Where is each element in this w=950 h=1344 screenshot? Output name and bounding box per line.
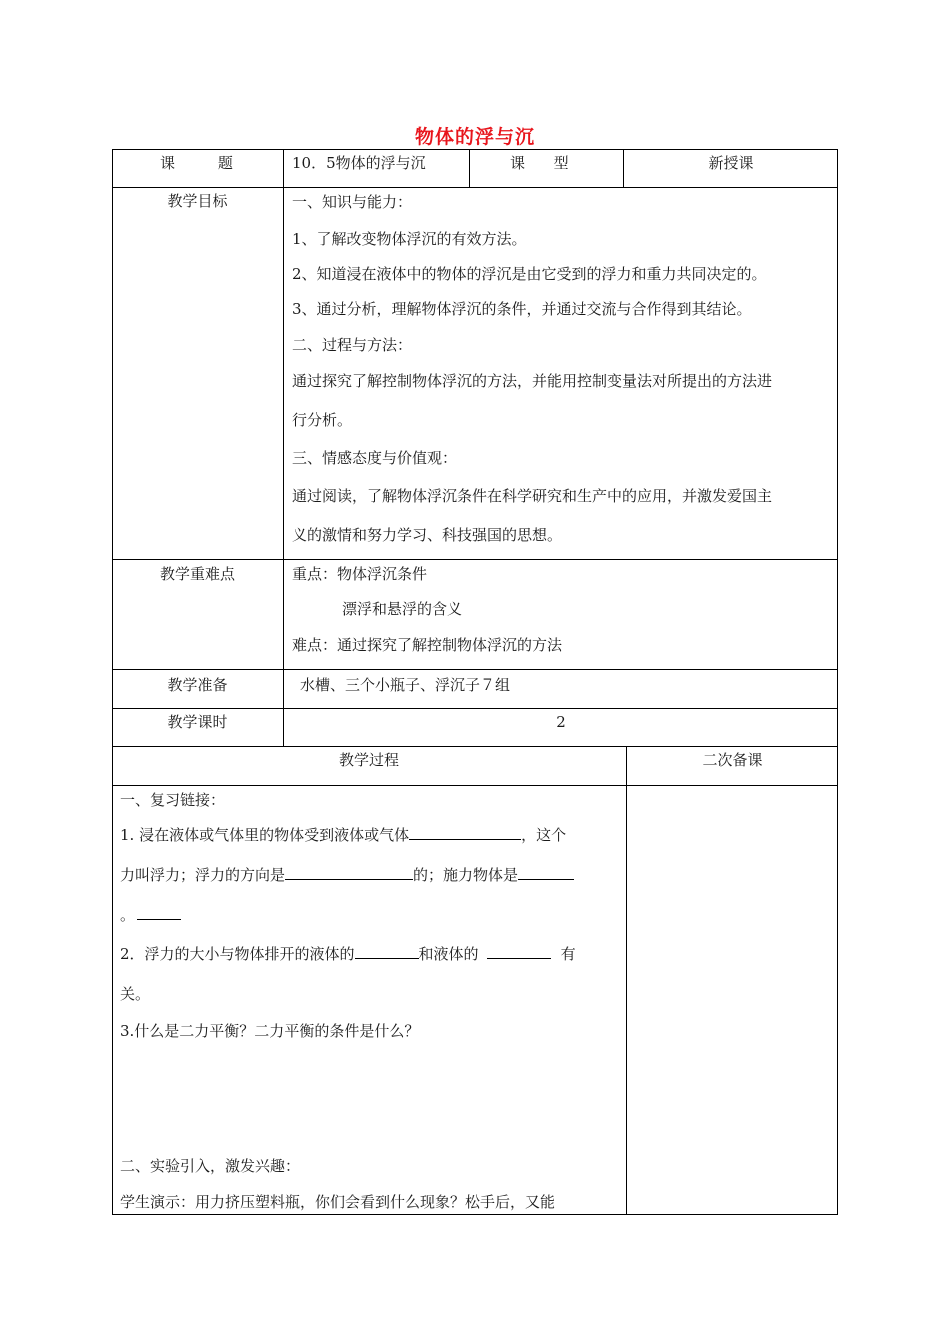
section-heading: 一、复习链接： [120, 791, 226, 809]
objectives-heading-2: 二、过程与方法： [292, 336, 413, 354]
prep-value: 水槽、三个小瓶子、浮沉子７组 [300, 676, 511, 694]
periods-value: 2 [556, 713, 566, 731]
objective-text: 通过阅读，了解物体浮沉条件在科学研究和生产中的应用，并激发爱国主 [292, 487, 773, 505]
objective-item: 3、通过分析，理解物体浮沉的条件，并通过交流与合作得到其结论。 [292, 300, 752, 318]
row-divider [112, 746, 838, 747]
row-divider [112, 708, 838, 709]
column-divider [626, 746, 627, 1215]
column-divider [283, 149, 284, 747]
row-divider [112, 559, 838, 560]
answer-blank [355, 944, 419, 959]
column-divider [469, 149, 470, 188]
objective-text: 义的激情和努力学习、科技强国的思想。 [292, 526, 563, 544]
prep-label: 教学准备 [167, 676, 228, 694]
key-point-text: 漂浮和悬浮的含义 [342, 600, 463, 618]
question-text: 。 [120, 906, 136, 924]
demo-text: 学生演示：用力挤压塑料瓶，你们会看到什么现象？松手后，又能 [120, 1193, 556, 1211]
answer-blank [487, 944, 551, 959]
question-text: 1. 浸在液体或气体里的物体受到液体或气体 [120, 826, 410, 844]
type-label: 课 型 [510, 154, 569, 172]
answer-blank [137, 905, 181, 920]
side-notes-header: 二次备课 [702, 751, 763, 769]
answer-blank [285, 865, 413, 880]
page-title: 物体的浮与沉 [414, 126, 535, 148]
question-text: 和液体的 [418, 945, 479, 963]
periods-label: 教学课时 [167, 713, 228, 731]
process-header: 教学过程 [338, 751, 399, 769]
row-divider [112, 187, 838, 188]
section-heading: 二、实验引入，激发兴趣： [120, 1157, 301, 1175]
objective-text: 行分析。 [292, 411, 353, 429]
question-2-line-1 [120, 944, 576, 964]
question-text: 的；施力物体是 [413, 866, 519, 884]
question-text: 力叫浮力；浮力的方向是 [120, 866, 286, 884]
topic-value: 10．5物体的浮与沉 [292, 154, 426, 172]
objectives-heading-1: 一、知识与能力： [292, 193, 413, 211]
key-point-text: 重点：物体浮沉条件 [292, 565, 428, 583]
question-1-line-1 [120, 825, 566, 845]
answer-blank [409, 825, 521, 840]
objective-item: 1、了解改变物体浮沉的有效方法。 [292, 230, 527, 248]
question-3: 3.什么是二力平衡？二力平衡的条件是什么？ [120, 1022, 420, 1040]
key-points-label: 教学重难点 [159, 565, 235, 583]
objective-item: 2、知道浸在液体中的物体的浮沉是由它受到的浮力和重力共同决定的。 [292, 265, 767, 283]
objective-text: 通过探究了解控制物体浮沉的方法，并能用控制变量法对所提出的方法进 [292, 372, 773, 390]
question-text: 有 [560, 945, 576, 963]
topic-label: 课 题 [160, 154, 233, 172]
type-value: 新授课 [708, 154, 754, 172]
question-text: ，这个 [521, 826, 567, 844]
answer-blank [518, 865, 574, 880]
question-1-line-2 [120, 865, 574, 885]
key-point-text: 难点：通过探究了解控制物体浮沉的方法 [292, 636, 563, 654]
question-1-line-3 [120, 905, 181, 925]
row-divider [112, 669, 838, 670]
row-divider [112, 785, 838, 786]
question-text: 2．浮力的大小与物体排开的液体的 [120, 945, 355, 963]
objectives-heading-3: 三、情感态度与价值观： [292, 449, 458, 467]
question-2-line-2: 关。 [120, 985, 151, 1003]
objectives-label: 教学目标 [167, 192, 228, 210]
